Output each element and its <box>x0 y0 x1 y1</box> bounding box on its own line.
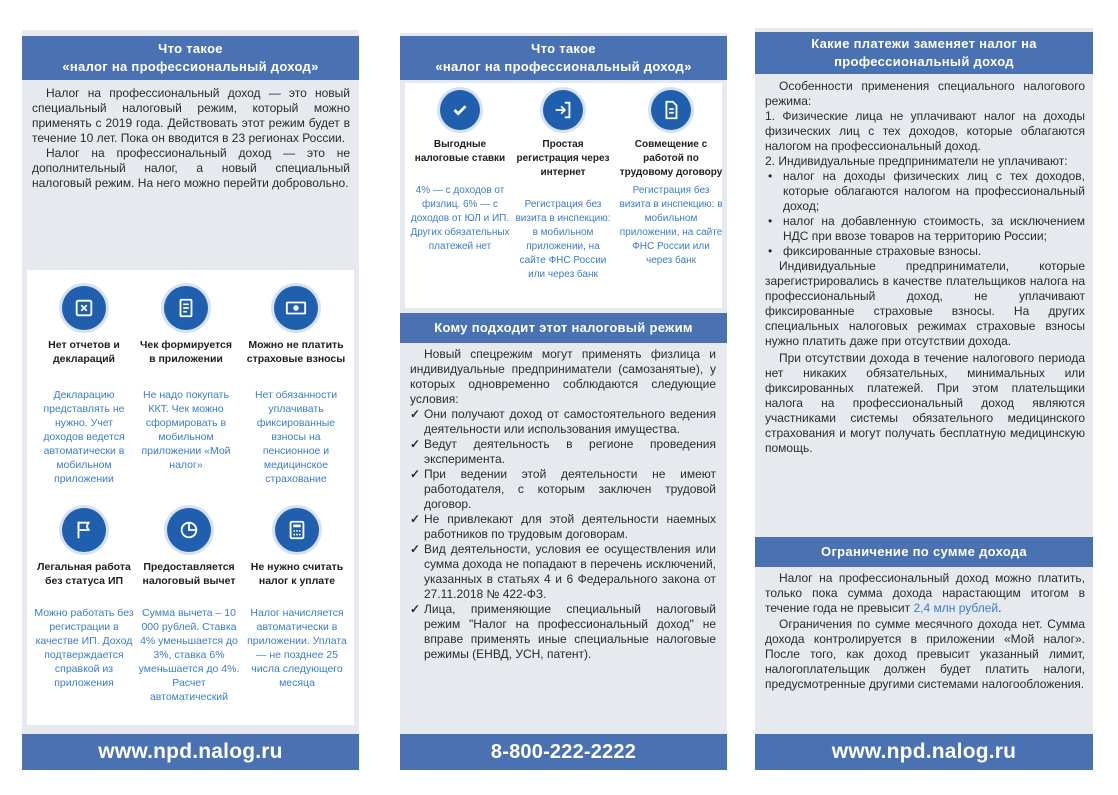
panel2-section-title: Кому подходит этот налоговый режим <box>400 313 727 343</box>
panel3-footer-link[interactable]: www.npd.nalog.ru <box>755 734 1093 770</box>
panel3-header <box>755 32 1093 74</box>
panel-who-qualifies <box>400 33 727 770</box>
limit-paragraph <box>765 571 1085 616</box>
document-icon <box>651 90 691 130</box>
flag-icon <box>62 508 106 552</box>
panel3-para1: Особенности применения специального налогового режима: <box>765 79 1085 108</box>
feature-legal-work <box>34 508 134 690</box>
panel3-point2: 2. Индивидуальные предприниматели не уплачивают: <box>765 154 1068 168</box>
panel3-body <box>765 79 1085 456</box>
panel-replaced-payments <box>755 28 1093 770</box>
feature-desc: Налог начисляется автоматически в приложении. Уплата — не позднее 25 числа следующего месяца <box>247 607 347 689</box>
list-item: ✓ Лица, применяющие специальный налоговый режим "Налог на профессиональный доход" не вправе применять иные специальные налоговые режимы (ЕНВД, УСН, патент). <box>410 602 716 662</box>
feature-rates <box>410 90 510 254</box>
panel1-header <box>22 36 359 80</box>
list-item: • налог на добавленную стоимость, за исключением НДС при ввозе товаров на территорию России; <box>765 214 1085 244</box>
limit-value: 2,4 млн рублей <box>913 601 999 615</box>
feature-combine-job <box>618 90 724 268</box>
panel3-para4: Ограничения по сумме месячного дохода нет. Сумма дохода контролируется в приложении «Мой налог». После того, как доход превысит указанный лимит, налогоплательщик должен будет платить налоги, предусмотренные другими системами налогообложения. <box>765 617 1085 691</box>
feature-title: Можно не платить страховые взносы <box>246 339 346 365</box>
feature-title: Выгодные налоговые ставки <box>414 139 506 164</box>
check-icon <box>440 90 480 130</box>
feature-no-reports <box>34 286 134 486</box>
feature-title: Предоставляется налоговый вычет <box>142 561 236 587</box>
panel2-header-line2: «налог на профессиональный доход» <box>435 59 692 74</box>
receipt-icon <box>164 286 208 330</box>
panel1-header-line1: Что такое <box>158 41 223 56</box>
feature-title: Простая регистрация через интернет <box>516 139 610 178</box>
panel-what-is-npd <box>22 30 359 770</box>
feature-tax-deduction <box>136 508 242 704</box>
feature-title: Нет отчетов и деклараций <box>48 339 120 365</box>
feature-title: Не нужно считать налог к уплате <box>250 561 344 587</box>
feature-desc: 4% — с доходов от физлиц. 6% — с доходов от ЮЛ и ИП. Других обязательных платежей нет <box>410 185 510 252</box>
panel3-section-title: Ограничение по сумме дохода <box>755 537 1093 567</box>
panel1-header-line2: «налог на профессиональный доход» <box>62 59 319 74</box>
limit-text: Налог на профессиональный доход можно платить, только пока сумма дохода нарастающим итогом в течение года не превысит <box>765 571 1085 615</box>
panel3-limit-text <box>765 571 1085 692</box>
pie-chart-icon <box>167 508 211 552</box>
list-item: ✓ Не привлекают для этой деятельности наемных работников по трудовым договорам. <box>410 512 716 542</box>
panel3-header-line2: профессиональный доход <box>834 54 1014 69</box>
feature-no-calculation <box>244 508 350 690</box>
feature-registration <box>514 90 612 282</box>
conditions-list <box>410 407 716 662</box>
money-icon <box>274 286 318 330</box>
panel2-intro: Новый спецрежим могут применять физлица и индивидуальные предприниматели (самозанятые), у которых одновременно соблюдаются следующие условия: <box>410 347 716 406</box>
calculator-icon <box>275 508 319 552</box>
list-item: ✓ Ведут деятельность в регионе проведения эксперимента. <box>410 437 716 467</box>
exempt-list <box>765 169 1085 259</box>
panel2-conditions-text <box>410 347 716 662</box>
panel3-header-line1: Какие платежи заменяет налог на <box>811 36 1037 51</box>
feature-title: Чек формируется в приложении <box>140 339 232 365</box>
list-item: ✓ Они получают доход от самостоятельного ведения деятельности или использования имущества. <box>410 407 716 437</box>
panel1-para2: Налог на профессиональный доход — это не дополнительный налог, а новый специальный налоговый режим. На него можно перейти добровольно. <box>32 146 350 190</box>
limit-end: . <box>998 601 1002 615</box>
feature-desc: Нет обязанности уплачивать фиксированные взносы на пенсионное и медицинское страхование <box>254 389 338 485</box>
list-item: • фиксированные страховые взносы. <box>765 244 1085 259</box>
feature-desc: Регистрация без визита в инспекцию: в мобильном приложении, на сайте ФНС России или через банк <box>619 185 723 266</box>
panel1-footer-link[interactable]: www.npd.nalog.ru <box>22 734 359 770</box>
login-icon <box>543 90 583 130</box>
feature-desc: Не надо покупать ККТ. Чек можно сформировать в мобильном приложении «Мой налог» <box>141 389 231 471</box>
feature-desc: Декларацию представлять не нужно. Учет доходов ведется автоматически в мобильном приложении <box>43 389 125 485</box>
feature-receipt <box>136 286 236 472</box>
list-item: ✓ Вид деятельности, условия ее осуществления или сумма дохода не попадают в перечень исключений, указанных в статьях 4 и 6 Федерального закона от 27.11.2018 № 422-ФЗ. <box>410 542 716 602</box>
panel1-intro <box>32 86 350 191</box>
panel2-header <box>400 36 727 80</box>
panel2-footer-phone[interactable]: 8-800-222-2222 <box>400 734 727 770</box>
panel3-para3: При отсутствии дохода в течение налогового периода нет никаких обязательных, минимальных или фиксированных платежей. При этом плательщики налога на профессиональный доход являются участниками системы обязательного медицинского страхования и могут получать бесплатную медицинскую помощь. <box>765 351 1085 455</box>
feature-no-insurance <box>242 286 350 486</box>
list-item: • налог на доходы физических лиц с тех доходов, которые облагаются налогом на профессиональный доход; <box>765 169 1085 214</box>
feature-desc: Можно работать без регистрации в качестве ИП. Доход подтверждается справкой из приложения <box>34 607 134 689</box>
list-item: ✓ При ведении этой деятельности не имеют работодателя, с которым заключен трудовой договор. <box>410 467 716 512</box>
panel2-header-line1: Что такое <box>531 41 596 56</box>
panel3-para2: Индивидуальные предприниматели, которые зарегистрировались в качестве плательщиков налога на профессиональный доход, не уплачивают фиксированные страховые взносы. На других специальных налоговых режимах страховые взносы нужно платить даже при отсутствии дохода. <box>765 259 1085 348</box>
panel1-para1: Налог на профессиональный доход — это новый специальный налоговый режим, который можно применять с 2019 года. Действовать этот режим будет в течение 10 лет. Пока он вводится в 23 регионах России. <box>32 86 350 145</box>
feature-desc: Сумма вычета – 10 000 рублей. Ставка 4% уменьшается до 3%, ставка 6% уменьшается до 4%. Расчет автоматический <box>138 607 240 703</box>
panel3-point1: 1. Физические лица не уплачивают налог на доходы физических лиц с тех доходов, которые облагаются налогом на профессиональный доход. <box>765 109 1085 153</box>
close-document-icon <box>62 286 106 330</box>
feature-desc: Регистрация без визита в инспекцию: в мобильном приложении, на сайте ФНС России или через банк <box>515 199 611 280</box>
feature-title: Легальная работа без статуса ИП <box>37 561 131 587</box>
feature-title: Совмещение с работой по трудовому договору <box>619 139 723 178</box>
